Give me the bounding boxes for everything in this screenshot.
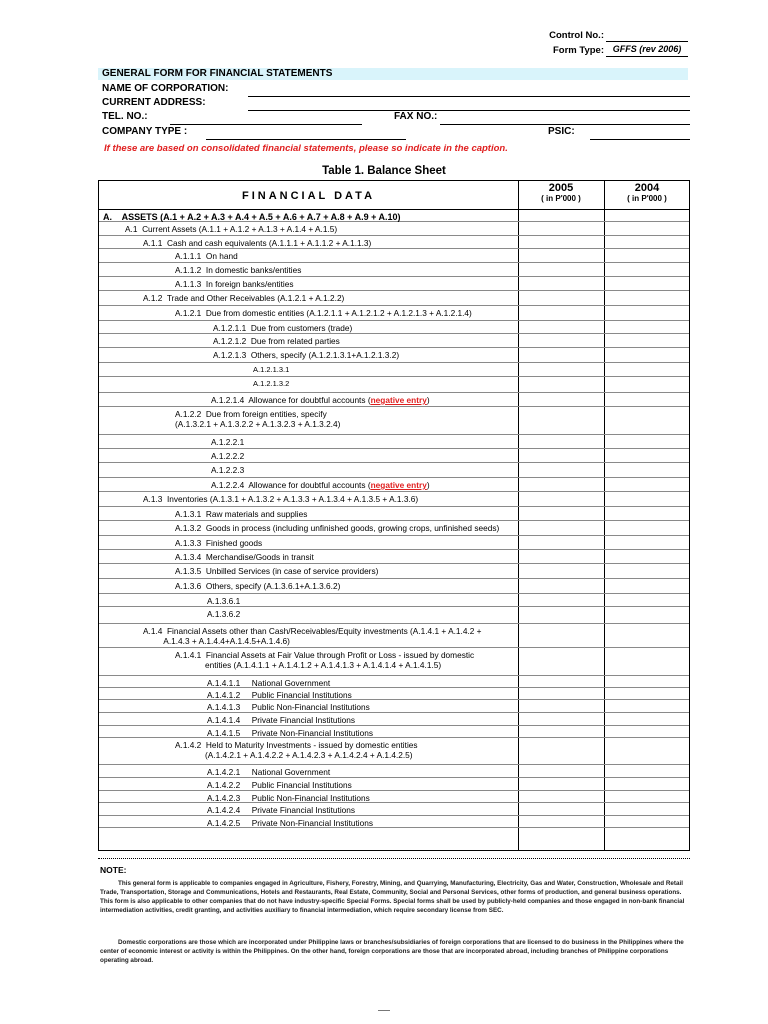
value-cell-2004[interactable] xyxy=(604,291,689,305)
value-cell-2004[interactable] xyxy=(604,393,689,406)
table-row xyxy=(99,249,518,263)
value-cell-2004[interactable] xyxy=(604,688,689,699)
current-address-label: CURRENT ADDRESS: xyxy=(102,97,206,108)
row-label: A.1.3.5 Unbilled Services (in case of service providers) xyxy=(175,566,379,576)
value-cell-2004[interactable] xyxy=(604,210,689,221)
financial-data-header: FINANCIAL DATA xyxy=(241,190,376,202)
table-row xyxy=(99,778,518,791)
value-row xyxy=(518,277,689,291)
value-cell-2005[interactable] xyxy=(518,277,604,290)
psic-field[interactable] xyxy=(590,129,690,140)
value-row xyxy=(518,263,689,277)
value-row xyxy=(518,579,689,594)
value-row xyxy=(518,550,689,564)
value-cell-2005[interactable] xyxy=(518,363,604,376)
table-row xyxy=(99,236,518,249)
company-type-field[interactable] xyxy=(206,129,406,140)
table-row xyxy=(99,393,518,407)
table-row xyxy=(99,263,518,277)
value-cell-2005[interactable] xyxy=(518,648,604,675)
row-label: A.1.3.2 Goods in process (including unfinished goods, growing crops, unfinished seeds) xyxy=(175,523,500,533)
value-row xyxy=(518,648,689,676)
row-label: A.1.1.2 In domestic banks/entities xyxy=(175,265,302,275)
value-cell-2004[interactable] xyxy=(604,377,689,392)
value-cell-2004[interactable] xyxy=(604,249,689,262)
year-2004: 2004 xyxy=(634,182,660,194)
value-row xyxy=(518,377,689,393)
value-cell-2004[interactable] xyxy=(604,676,689,687)
value-cell-2004[interactable] xyxy=(604,463,689,477)
value-row xyxy=(518,676,689,688)
table-row xyxy=(99,700,518,713)
value-cell-2005[interactable] xyxy=(518,263,604,276)
value-cell-2004[interactable] xyxy=(604,579,689,593)
value-cell-2005[interactable] xyxy=(518,676,604,687)
value-row xyxy=(518,624,689,648)
value-row xyxy=(518,765,689,778)
page-number-mark xyxy=(378,1010,390,1011)
value-cell-2004[interactable] xyxy=(604,738,689,764)
value-cell-2004[interactable] xyxy=(604,648,689,675)
value-cell-2005[interactable] xyxy=(518,407,604,434)
table-row xyxy=(99,624,518,648)
value-cell-2004[interactable] xyxy=(604,277,689,290)
value-row xyxy=(518,726,689,738)
value-cell-2005[interactable] xyxy=(518,778,604,790)
consolidated-note: If these are based on consolidated financial statements, please so indicate in the caption. xyxy=(104,143,508,154)
value-cell-2004[interactable] xyxy=(604,816,689,827)
value-row xyxy=(518,521,689,536)
value-cell-2005[interactable] xyxy=(518,726,604,737)
value-cell-2005[interactable] xyxy=(518,210,604,221)
form-type-value: GFFS (rev 2006) xyxy=(612,44,682,54)
value-row xyxy=(518,393,689,407)
value-cell-2005[interactable] xyxy=(518,688,604,699)
table-row xyxy=(99,435,518,449)
table-row xyxy=(99,791,518,803)
value-cell-2005[interactable] xyxy=(518,564,604,578)
value-cell-2004[interactable] xyxy=(604,624,689,647)
row-label: A.1.2.2.4 Allowance for doubtful accounts (negative entry) xyxy=(211,480,430,490)
row-label: A. ASSETS (A.1 + A.2 + A.3 + A.4 + A.5 + A.6 + A.7 + A.8 + A.9 + A.10) xyxy=(103,212,401,222)
value-row xyxy=(518,407,689,435)
table-row xyxy=(99,277,518,291)
table-row xyxy=(99,676,518,688)
row-label: A.1.3.1 Raw materials and supplies xyxy=(175,509,308,519)
table-row xyxy=(99,648,518,676)
value-row xyxy=(518,306,689,321)
row-label: A.1.2.2 Due from foreign entities, specify (A.1.3.2.1 + A.1.3.2.2 + A.1.3.2.3 + A.1.3.2.4) xyxy=(175,409,341,429)
value-row xyxy=(518,803,689,816)
row-label: A.1.4.1.4 Private Financial Institutions xyxy=(207,715,356,725)
value-cell-2005[interactable] xyxy=(518,803,604,815)
row-label: A.1.2.2.2 xyxy=(211,451,245,461)
value-cell-2004[interactable] xyxy=(604,222,689,235)
value-cell-2005[interactable] xyxy=(518,348,604,362)
value-cell-2005[interactable] xyxy=(518,478,604,491)
row-label: A.1.4.2.1 National Government xyxy=(207,767,331,777)
value-row xyxy=(518,607,689,624)
psic-label: PSIC: xyxy=(548,126,575,137)
value-row xyxy=(518,594,689,607)
row-label: A.1.3.6.1 xyxy=(207,596,241,606)
row-label: A.1.2 Trade and Other Receivables (A.1.2.1 + A.1.2.2) xyxy=(143,293,345,303)
table-row xyxy=(99,291,518,306)
value-row xyxy=(518,478,689,492)
row-label: A.1.4.2.4 Private Financial Institutions xyxy=(207,805,356,815)
value-row xyxy=(518,778,689,791)
table-row xyxy=(99,210,518,222)
fax-no-label: FAX NO.: xyxy=(394,111,438,122)
value-row xyxy=(518,492,689,507)
control-no-field[interactable] xyxy=(606,29,688,42)
table-row xyxy=(99,478,518,492)
value-cell-2004[interactable] xyxy=(604,507,689,520)
table-row xyxy=(99,507,518,521)
negative-entry-label: negative entry xyxy=(370,395,427,405)
row-label: A.1.2.1.4 Allowance for doubtful accounts (negative entry) xyxy=(211,395,430,405)
row-label: A.1.2.1.1 Due from customers (trade) xyxy=(213,323,353,333)
value-cell-2004[interactable] xyxy=(604,713,689,725)
row-label: A.1.3.4 Merchandise/Goods in transit xyxy=(175,552,314,562)
value-cell-2005[interactable] xyxy=(518,713,604,725)
value-cell-2004[interactable] xyxy=(604,321,689,333)
value-cells xyxy=(518,210,689,828)
value-row xyxy=(518,435,689,449)
value-cell-2004[interactable] xyxy=(604,594,689,606)
value-cell-2005[interactable] xyxy=(518,791,604,802)
table-row xyxy=(99,564,518,579)
row-label: A.1.1.3 In foreign banks/entities xyxy=(175,279,294,289)
value-row xyxy=(518,688,689,700)
value-cell-2005[interactable] xyxy=(518,463,604,477)
value-cell-2004[interactable] xyxy=(604,236,689,248)
value-row xyxy=(518,536,689,550)
row-label: A.1.3.6 Others, specify (A.1.3.6.1+A.1.3.6.2) xyxy=(175,581,341,591)
value-row xyxy=(518,564,689,579)
fax-no-field[interactable] xyxy=(440,114,690,125)
table-row xyxy=(99,579,518,594)
value-cell-2005[interactable] xyxy=(518,700,604,712)
value-row xyxy=(518,236,689,249)
value-cell-2005[interactable] xyxy=(518,624,604,647)
table-row xyxy=(99,321,518,334)
row-label: A.1.1 Cash and cash equivalents (A.1.1.1 + A.1.1.2 + A.1.1.3) xyxy=(143,238,372,248)
row-label: A.1.2.1.3.2 xyxy=(253,379,290,388)
value-cell-2005[interactable] xyxy=(518,449,604,462)
table-row xyxy=(99,550,518,564)
value-row xyxy=(518,507,689,521)
value-cell-2005[interactable] xyxy=(518,222,604,235)
col-2005-header xyxy=(518,182,604,203)
value-cell-2004[interactable] xyxy=(604,407,689,434)
value-cell-2004[interactable] xyxy=(604,521,689,535)
row-label: A.1.4.2.2 Public Financial Institutions xyxy=(207,780,352,790)
table-row xyxy=(99,222,518,236)
value-cell-2005[interactable] xyxy=(518,334,604,347)
value-cell-2005[interactable] xyxy=(518,306,604,320)
company-type-label: COMPANY TYPE : xyxy=(102,126,188,137)
control-no-label: Control No.: xyxy=(549,30,604,41)
value-cell-2004[interactable] xyxy=(604,334,689,347)
value-row xyxy=(518,816,689,828)
note-paragraph-2: Domestic corporations are those which are incorporated under Philippine laws or branches/subsidiaries of foreign corporations that are licensed to do business in the Philippines where the center of economic interest or activity is within the Philippines. On the other hand, foreign corporations are those that are incorporated abroad, including branches of Philippine corporations operating abroad. xyxy=(100,939,684,964)
note-label: NOTE: xyxy=(100,865,127,875)
table-row xyxy=(99,803,518,816)
value-cell-2005[interactable] xyxy=(518,550,604,563)
current-address-field[interactable] xyxy=(248,100,690,111)
value-row xyxy=(518,463,689,478)
value-cell-2005[interactable] xyxy=(518,579,604,593)
notes-divider xyxy=(98,858,690,859)
table-row xyxy=(99,765,518,778)
row-label: A.1.2.2.3 xyxy=(211,465,245,475)
table-row xyxy=(99,816,518,828)
value-cell-2004[interactable] xyxy=(604,348,689,362)
value-cell-2005[interactable] xyxy=(518,492,604,506)
value-cell-2004[interactable] xyxy=(604,363,689,376)
table-row xyxy=(99,738,518,765)
row-label: A.1.2.1 Due from domestic entities (A.1.2.1.1 + A.1.2.1.2 + A.1.2.1.3 + A.1.2.1.4) xyxy=(175,308,472,318)
form-type-field xyxy=(606,44,688,57)
table-row xyxy=(99,407,518,435)
value-cell-2004[interactable] xyxy=(604,700,689,712)
col-2004-header xyxy=(604,182,690,203)
row-label: A.1.2.2.1 xyxy=(211,437,245,447)
row-label: A.1.4.1 Financial Assets at Fair Value through Profit or Loss - issued by domestic entities (A.1.4.1.1 + A.1.4.1.2 + A.1.4.1.3 + A.1.4.1.4 + A.1.4.1.5) xyxy=(175,650,475,670)
negative-entry-label: negative entry xyxy=(370,480,427,490)
table-row xyxy=(99,521,518,536)
row-label: A.1.4 Financial Assets other than Cash/Receivables/Equity investments (A.1.4.1 + A.1.4.2 + A.1.4.3 + A.1.4.4+A.1.4.5+A.1.4.6) xyxy=(143,626,482,646)
value-cell-2005[interactable] xyxy=(518,816,604,827)
value-row xyxy=(518,210,689,222)
value-cell-2005[interactable] xyxy=(518,507,604,520)
form-title: GENERAL FORM FOR FINANCIAL STATEMENTS xyxy=(102,68,333,79)
row-label: A.1.2.1.3 Others, specify (A.1.2.1.3.1+A.1.2.1.3.2) xyxy=(213,350,400,360)
row-label: A.1.4.1.2 Public Financial Institutions xyxy=(207,690,352,700)
table-row xyxy=(99,594,518,607)
value-cell-2005[interactable] xyxy=(518,738,604,764)
row-label: A.1.4.1.3 Public Non-Financial Institutions xyxy=(207,702,370,712)
value-cell-2004[interactable] xyxy=(604,449,689,462)
row-label: A.1.4.2.5 Private Non-Financial Institutions xyxy=(207,818,374,828)
value-cell-2004[interactable] xyxy=(604,726,689,737)
value-cell-2005[interactable] xyxy=(518,291,604,305)
value-cell-2004[interactable] xyxy=(604,435,689,448)
year-2005: 2005 xyxy=(548,182,574,194)
value-cell-2005[interactable] xyxy=(518,249,604,262)
value-row xyxy=(518,222,689,236)
value-cell-2005[interactable] xyxy=(518,536,604,549)
row-label: A.1.4.2.3 Public Non-Financial Institutions xyxy=(207,793,370,803)
row-label: A.1.3 Inventories (A.1.3.1 + A.1.3.2 + A.1.3.3 + A.1.3.4 + A.1.3.5 + A.1.3.6) xyxy=(143,494,419,504)
value-row xyxy=(518,713,689,726)
row-label: A.1.3.6.2 xyxy=(207,609,241,619)
note-paragraph-1: This general form is applicable to companies engaged in Agriculture, Fishery, Forestry, Mining, and Quarrying, Manufacturing, Electricity, Gas and Water, Construction, Wholesale and Retail Trade, Transportation, Storage and Communications, Hotels and Restaurants, Real Estate, Community, Social and Personal Services, other forms of production, and general business operations. This form is also applicable to other companies that do not have industry-specific Special Forms. Special forms shall be used by publicly-held companies and those engaged in non-bank financial intermediation activities, credit granting, and activities auxiliary to financial intermediation, which require secondary license from SEC. xyxy=(100,880,685,914)
row-label: A.1.4.1.5 Private Non-Financial Institutions xyxy=(207,728,374,738)
table-row xyxy=(99,536,518,550)
value-row xyxy=(518,334,689,348)
row-labels xyxy=(99,210,518,828)
value-cell-2004[interactable] xyxy=(604,607,689,623)
table-row xyxy=(99,607,518,624)
value-row xyxy=(518,363,689,377)
value-cell-2005[interactable] xyxy=(518,765,604,777)
value-row xyxy=(518,738,689,765)
value-cell-2004[interactable] xyxy=(604,564,689,578)
table-row xyxy=(99,713,518,726)
value-cell-2005[interactable] xyxy=(518,521,604,535)
value-row xyxy=(518,291,689,306)
value-cell-2005[interactable] xyxy=(518,321,604,333)
table-row xyxy=(99,688,518,700)
table-row xyxy=(99,334,518,348)
row-label: A.1 Current Assets (A.1.1 + A.1.2 + A.1.3 + A.1.4 + A.1.5) xyxy=(125,224,338,234)
value-cell-2004[interactable] xyxy=(604,803,689,815)
value-cell-2005[interactable] xyxy=(518,435,604,448)
value-cell-2004[interactable] xyxy=(604,550,689,563)
value-row xyxy=(518,700,689,713)
unit-2005: ( in P'000 ) xyxy=(541,194,581,203)
balance-sheet-table xyxy=(98,180,690,851)
row-label: A.1.2.1.2 Due from related parties xyxy=(213,336,340,346)
table-row xyxy=(99,726,518,738)
table-row xyxy=(99,492,518,507)
row-label: A.1.3.3 Finished goods xyxy=(175,538,263,548)
value-cell-2004[interactable] xyxy=(604,478,689,491)
value-row xyxy=(518,249,689,263)
value-cell-2005[interactable] xyxy=(518,607,604,623)
tel-no-label: TEL. NO.: xyxy=(102,111,148,122)
value-cell-2005[interactable] xyxy=(518,393,604,406)
tel-no-field[interactable] xyxy=(170,114,362,125)
table-row xyxy=(99,363,518,377)
value-cell-2005[interactable] xyxy=(518,377,604,392)
value-cell-2005[interactable] xyxy=(518,594,604,606)
value-row xyxy=(518,321,689,334)
table-row xyxy=(99,306,518,321)
value-cell-2004[interactable] xyxy=(604,778,689,790)
form-type-label: Form Type: xyxy=(552,45,604,56)
value-row xyxy=(518,348,689,363)
value-cell-2005[interactable] xyxy=(518,236,604,248)
table-title: Table 1. Balance Sheet xyxy=(322,165,446,177)
value-cell-2004[interactable] xyxy=(604,306,689,320)
row-label: A.1.4.1.1 National Government xyxy=(207,678,331,688)
value-cell-2004[interactable] xyxy=(604,791,689,802)
value-cell-2004[interactable] xyxy=(604,765,689,777)
value-cell-2004[interactable] xyxy=(604,263,689,276)
table-row xyxy=(99,377,518,393)
name-of-corporation-label: NAME OF CORPORATION: xyxy=(102,83,229,94)
row-label: A.1.4.2 Held to Maturity Investments - issued by domestic entities (A.1.4.2.1 + A.1.4.2.2 + A.1.4.2.3 + A.1.4.2.4 + A.1.4.2.5) xyxy=(175,740,418,760)
table-row xyxy=(99,348,518,363)
value-cell-2004[interactable] xyxy=(604,536,689,549)
row-label: A.1.2.1.3.1 xyxy=(253,365,290,374)
name-of-corporation-field[interactable] xyxy=(248,86,690,97)
table-row xyxy=(99,463,518,478)
table-row xyxy=(99,449,518,463)
unit-2004: ( in P'000 ) xyxy=(627,194,667,203)
value-row xyxy=(518,791,689,803)
value-row xyxy=(518,449,689,463)
value-cell-2004[interactable] xyxy=(604,492,689,506)
row-label: A.1.1.1 On hand xyxy=(175,251,238,261)
